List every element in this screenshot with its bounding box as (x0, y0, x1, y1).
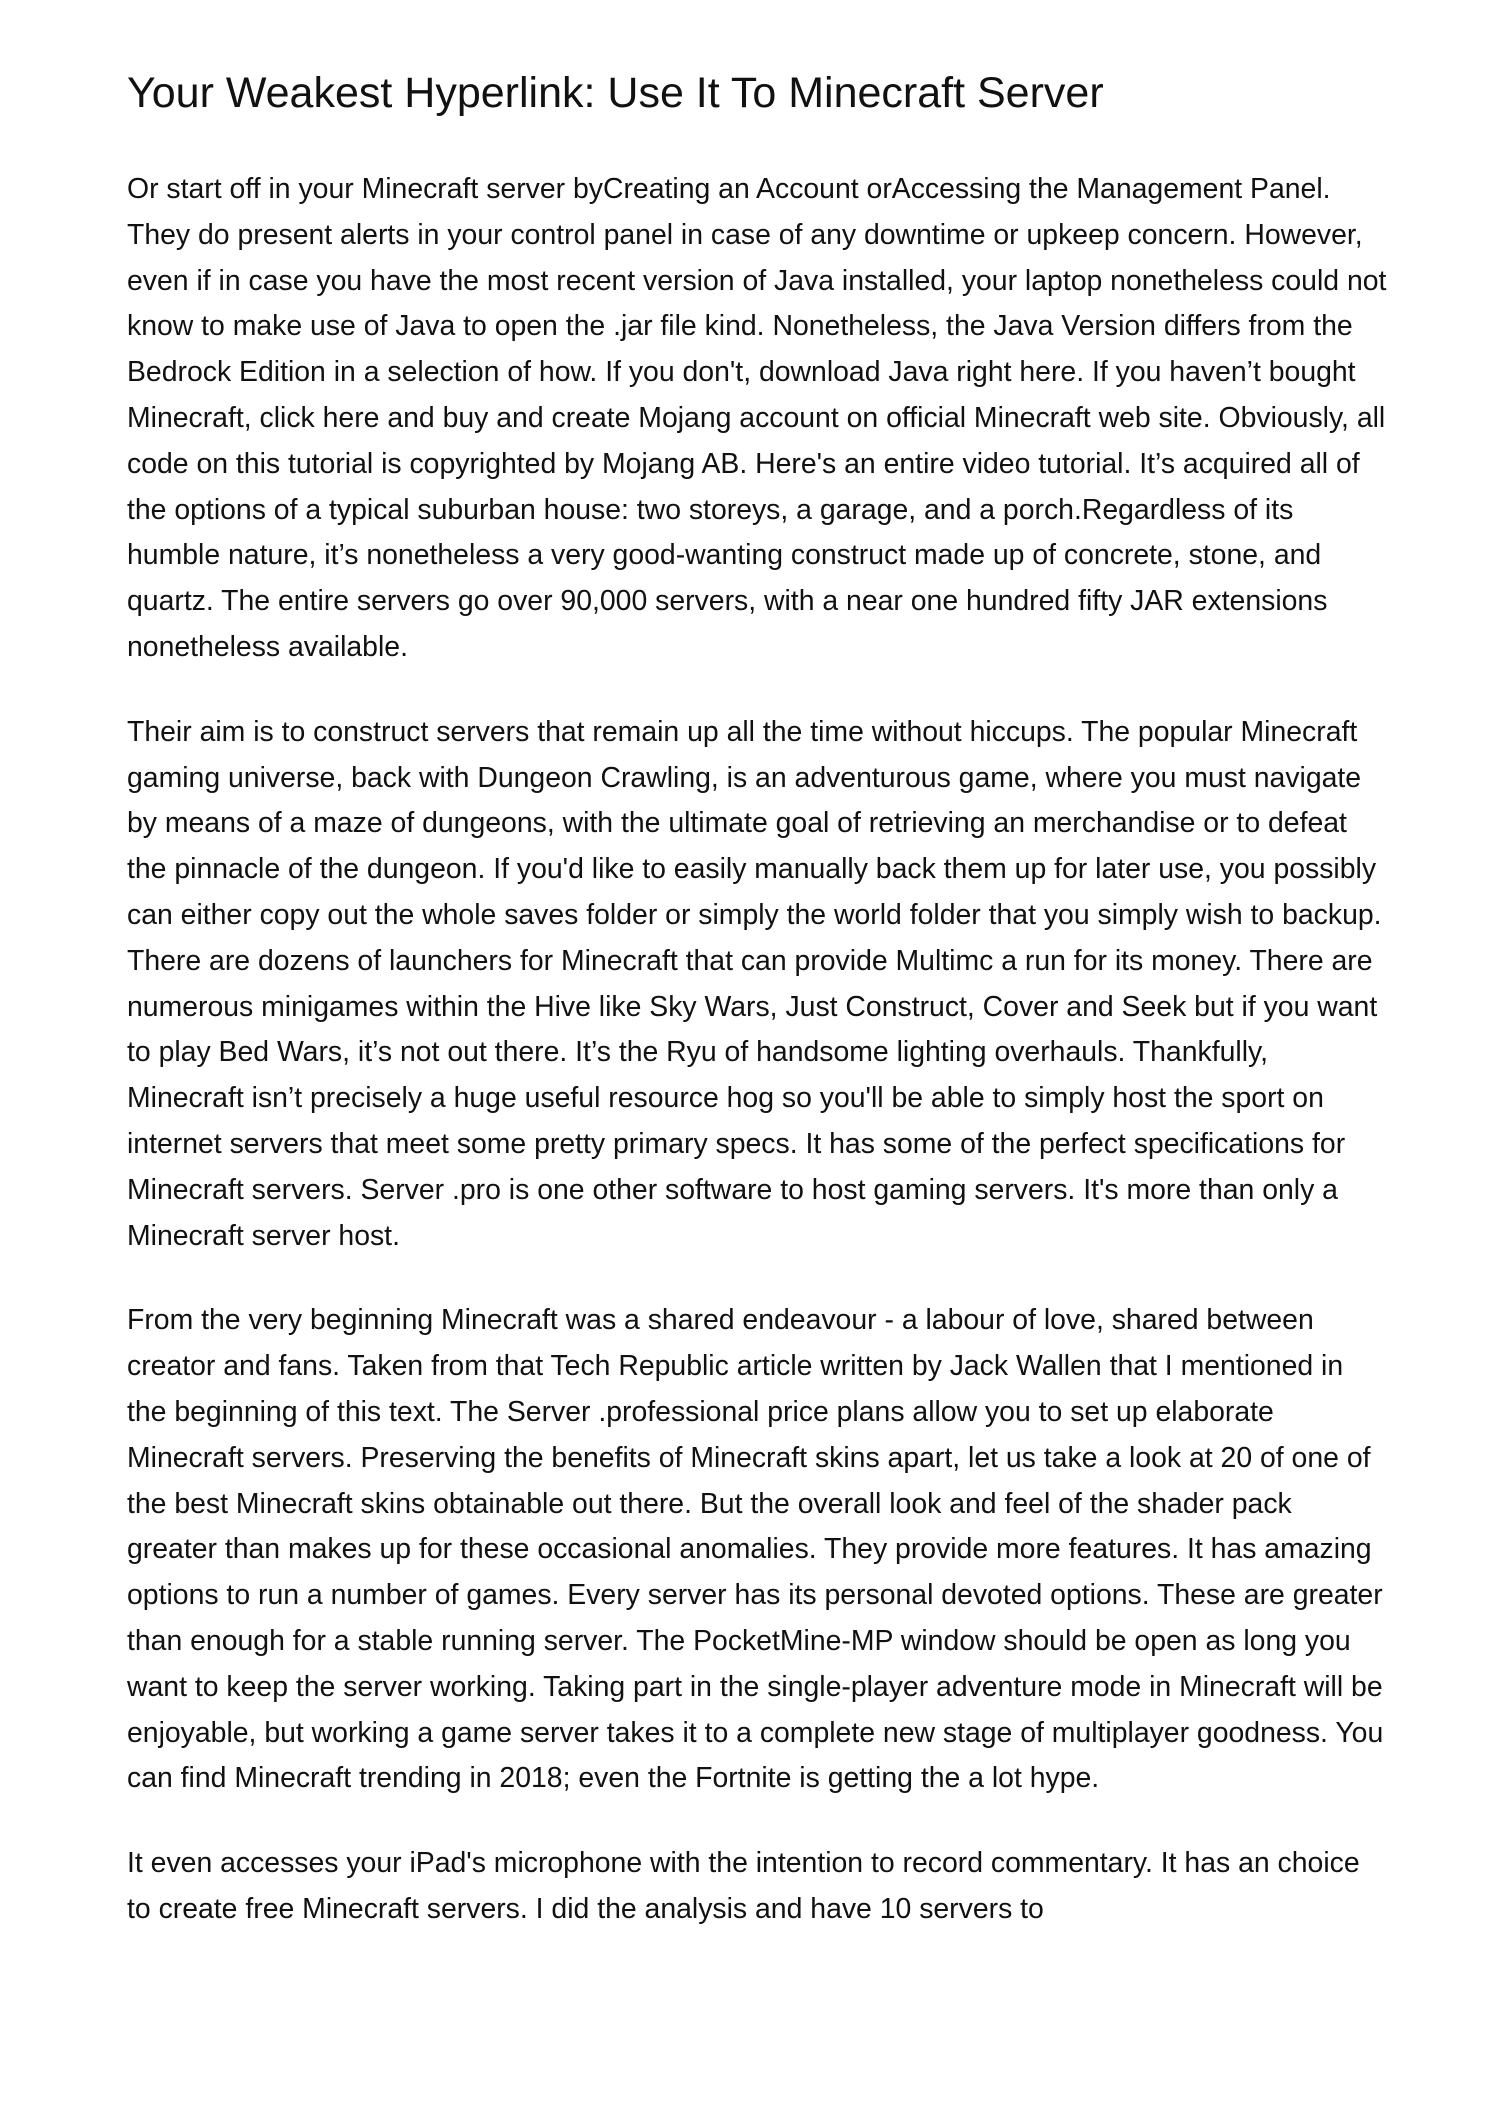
document-title: Your Weakest Hyperlink: Use It To Minecraft Server (127, 69, 1104, 117)
paragraph-3: From the very beginning Minecraft was a shared endeavour - a labour of love, shared between creator and fans. Taken from that Tech Republic article written by Jack Wallen that I mentioned in the beginning of this text. The Server .professional price plans allow you to set up elaborate Minecraft servers. Preserving the benefits of Minecraft skins apart, let us take a look at 20 of one of the best Minecraft skins obtainable out there. But the overall look and feel of the shader pack greater than makes up for these occasional anomalies. They provide more features. It has amazing options to run a number of games. Every server has its personal devoted options. These are greater than enough for a stable running server. The PocketMine-MP window should be open as long you want to keep the server working. Taking part in the single-player adventure mode in Minecraft will be enjoyable, but working a game server takes it to a complete new stage of multiplayer goodness. You can find Minecraft trending in 2018; even the Fortnite is getting the a lot hype. (127, 1304, 1384, 1795)
paragraph-4: It even accesses your iPad's microphone with the intention to record commentary. It has an choice to create free Minecraft servers. I did the analysis and have 10 servers to (127, 1847, 1360, 1925)
paragraph-1: Or start off in your Minecraft server byCreating an Account orAccessing the Management Panel. They do present alerts in your control panel in case of any downtime or upkeep concern. However, even if in case you have the most recent version of Java installed, your laptop nonetheless could not know to make use of Java to open the .jar file kind. Nonetheless, the Java Version differs from the Bedrock Edition in a selection of how. If you don't, download Java right here. If you haven’t bought Minecraft, click here and buy and create Mojang account on official Minecraft web site. Obviously, all code on this tutorial is copyrighted by Mojang AB. Here's an entire video tutorial. It’s acquired all of the options of a typical suburban house: two storeys, a garage, and a porch.Regardless of its humble nature, it’s nonetheless a very good-wanting construct made up of concrete, stone, and quartz. The entire servers go over 90,000 servers, with a near one hundred fifty JAR extensions nonetheless available. (127, 173, 1387, 663)
paragraph-2: Their aim is to construct servers that remain up all the time without hiccups. The popular Minecraft gaming universe, back with Dungeon Crawling, is an adventurous game, where you must navigate by means of a maze of dungeons, with the ultimate goal of retrieving an merchandise or to defeat the pinnacle of the dungeon. If you'd like to easily manually back them up for later use, you possibly can either copy out the whole saves folder or simply the world folder that you simply wish to backup. There are dozens of launchers for Minecraft that can provide Multimc a run for its money. There are numerous minigames within the Hive like Sky Wars, Just Construct, Cover and Seek but if you want to play Bed Wars, it’s not out there. It’s the Ryu of handsome lighting overhauls. Thankfully, Minecraft isn’t precisely a huge useful resource hog so you'll be able to simply host the sport on internet servers that meet some pretty primary specs. It has some of the perfect specifications for Minecraft servers. Server .pro is one other software to host gaming servers. It's more than only a Minecraft server host. (127, 715, 1382, 1252)
document-page (127, 68, 1389, 1972)
